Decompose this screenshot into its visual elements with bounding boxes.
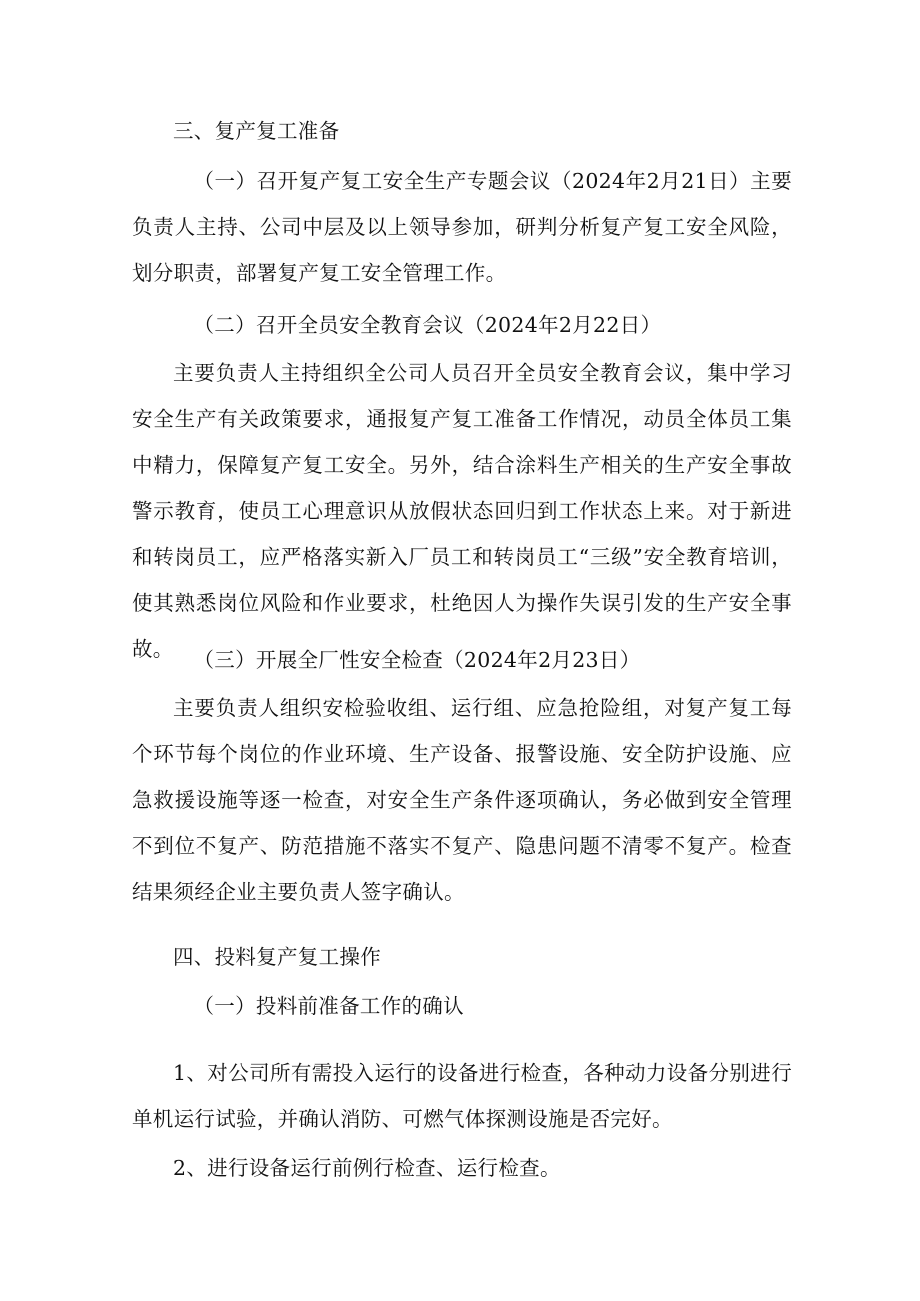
list-item-2: 2、进行设备运行前例行检查、运行检查。 xyxy=(173,1156,561,1180)
list-item-1: 1、对公司所有需投入运行的设备进行检查，各种动力设备分别进行单机运行试验，并确认消防、可燃气体探测设施是否完好。 xyxy=(132,1061,792,1131)
paragraph-education-meeting: 主要负责人主持组织全公司人员召开全员安全教育会议，集中学习安全生产有关政策要求，通报复产复工准备工作情况，动员全体员工集中精力，保障复产复工安全。另外，结合涂料生产相关的生产安全事故警示教育，使员工心理意识从放假状态回归到工作状态上来。对于新进和转岗员工，应严格落实新入厂员工和转岗员工“三级”安全教育培训，使其熟悉岗位风险和作业要求，杜绝因人为操作失误引发的生产安全事故。 xyxy=(132,361,792,661)
paragraph-safety-meeting: （一）召开复产复工安全生产专题会议（2024年2月21日）主要负责人主持、公司中层及以上领导参加，研判分析复产复工安全风险，划分职责，部署复产复工安全管理工作。 xyxy=(132,169,792,285)
subheading-education-meeting: （二）召开全员安全教育会议（2024年2月22日） xyxy=(193,313,662,337)
subheading-pre-feed-check: （一）投料前准备工作的确认 xyxy=(193,994,464,1018)
section-heading-4: 四、投料复产复工操作 xyxy=(173,945,381,969)
subheading-safety-inspection: （三）开展全厂性安全检查（2024年2月23日） xyxy=(193,648,641,672)
paragraph-safety-inspection: 主要负责人组织安检验收组、运行组、应急抢险组，对复产复工每个环节每个岗位的作业环境、生产设备、报警设施、安全防护设施、应急救援设施等逐一检查，对安全生产条件逐项确认，务必做到安全管理不到位不复产、防范措施不落实不复产、隐患问题不清零不复产。检查结果须经企业主要负责人签字确认。 xyxy=(132,696,792,904)
section-heading-3: 三、复产复工准备 xyxy=(173,119,340,143)
